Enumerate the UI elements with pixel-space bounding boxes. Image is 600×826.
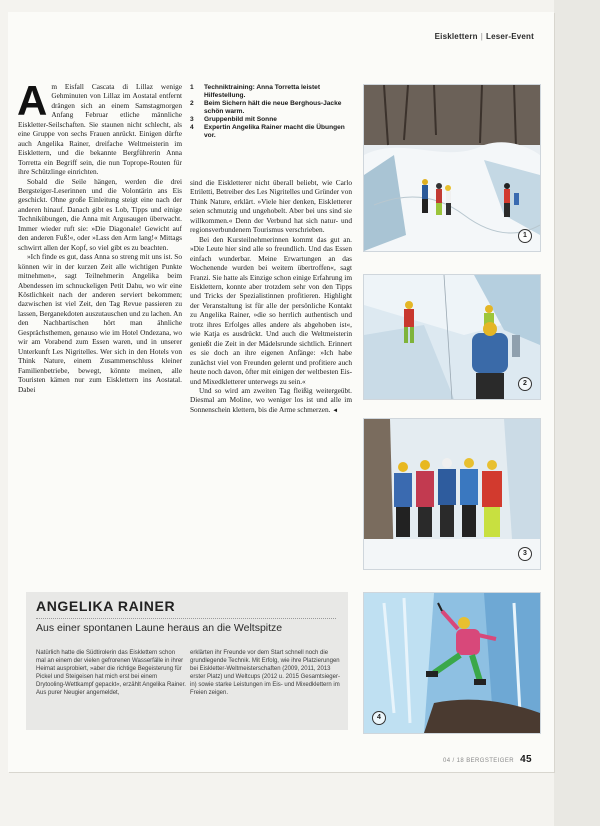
magazine-name: BERGSTEIGER: [466, 758, 514, 764]
article-column-1: [17, 77, 182, 394]
group-photo: [363, 418, 541, 570]
box-title: ANGELIKA RAINER: [36, 598, 176, 614]
caption-item: 3 Gruppenbild mit Sonne: [190, 116, 277, 123]
box-divider: [36, 618, 336, 619]
photo-2-image: [364, 275, 540, 399]
caption-item: 1 Techniktraining: Anna Torretta leistet Hilfestellung.: [190, 84, 321, 99]
page-footer: [443, 754, 532, 765]
sidebar-box: [26, 592, 348, 730]
photo-number-badge: 3: [518, 547, 532, 561]
issue-number: 04 / 18: [443, 758, 465, 764]
article-paragraph: sind die Eiskletterer nicht überall beliebt, wie Carlo Etriletti, Betreiber des Les Nigritelles und Gründer von Think Nature, erklärt. »Viele hier denken, Eiskletterer seien schmutzig und ungehobelt. Aber bei uns sind sie willkommen.« Denn der Verbund hat sich natur- und regionsverbundenem Tourismus verschrieben.: [190, 178, 352, 235]
article-paragraph: Bei den Kursteilnehmerinnen kommt das gut an. »Die Leute hier sind alle so freundlich. Und das Essen einfach wunderbar. Meine Erwartungen an das Wochenende wurden bei weitem übertroffen«, sagt Franzi. Sie hatte als Einzige schon einige Erfahrung im Eisklettern, konnte aber trotzdem sehr von den Tipps und Tricks der Spezialistinnen profitieren. Highlight der Veranstaltung ist für alle der persönliche Kontakt zu Angelika Rainer, »die so herrlich authentisch und trotz ihres Erfolges alles andere als abgehoben ist«, wie Katja es ausdrückt. Und auch die Weltmeisterin genießt die Zeit in der Mädelsrunde sichtlich. Erinnert es sie doch an ihre eigenen Anfänge: »Ich habe zunächst viel von Freunden gelernt und profitiere auch heute noch davon, öfter mit einigen der weltbesten Eis- und Mixedkletterer unterwegs zu sein.«: [190, 234, 352, 386]
ice-climbing-photo: [363, 592, 541, 734]
photo-4-image: [364, 593, 540, 733]
ice-climbers-photo: [363, 84, 541, 252]
magazine-page: [8, 12, 554, 772]
end-mark-icon: ◄: [332, 407, 339, 414]
box-subtitle: Aus einer spontanen Laune heraus an die Weltspitze: [36, 622, 283, 634]
belaying-photo: [363, 274, 541, 400]
photo-captions: [190, 84, 350, 140]
section-name: Eisklettern: [434, 32, 478, 41]
article-paragraph: Und so wird am zweiten Tag fleißig weitergeübt. Diesmal am Moline, wo weniger los ist und alle im Sonnenschein klettern, bis die Arme schmerzen. ◄: [190, 385, 352, 414]
article-column-2: [190, 178, 352, 416]
article-paragraph: Am Eisfall Cascata di Lillaz wenige Gehminuten von Lillaz im Aostatal entfernt drängen sich an einem Samstagmorgen Anfang Februar etliche männliche Eiskletter-Seilschaften. Sie staunen nicht schlecht, als eine Gruppe von sechs Frauen anrückt. Einigen dürfte auch Angelika Rainer, dreifache Weltmeisterin im Eisklettern, und die bekannte Bergführerin Anna Torretta ein Begriff sein, die nun Toprope-Routen für ihre Schützlinge einrichten.: [17, 77, 182, 177]
article-paragraph: Sobald die Seile hängen, werden die drei Bergsteiger-Leserinnen und die Volontärin ans Eis geschickt. Ohne große Einleitung steigt eine nach der anderen hinauf. Danach gibt es Lob, Tipps und einige Technikübungen, die Anna mit Argusaugen überwacht. Immer wieder ruft sie: »Die Diagonale! Gewicht auf den anderen Fuß!«, oder »Lass den Arm lang!« Mittags schwirrt allen der Kopf, so viel gibt es zu beachten.: [18, 176, 182, 252]
box-text-column-1: Natürlich hatte die Südtirolerin das Eisklettern schon mal an einem der vielen gefrorenen Wasserfälle in ihrer Heimat ausprobiert, »aber die richtige Begeisterung für Pickel und Steigeisen hat mich erst bei einem Drytooling-Wettkampf gepackt«, erzählt Angelika Rainer. Aus purer Neugier angemeldet,: [36, 650, 186, 696]
photo-number-badge: 2: [518, 377, 532, 391]
section-header: Eisklettern | Leser-Event: [434, 32, 534, 41]
photo-number-badge: 4: [372, 711, 386, 725]
photo-number-badge: 1: [518, 229, 532, 243]
box-text-column-2: erklärten ihr Freunde vor dem Start schnell noch die grundlegende Technik. Mit Erfolg, wie ihre Platzierungen bei Eiskletter-Weltmeisterschaften (2009, 2011, 2013 erster Platz) und Weltcups (2012 u. 2015 Gesamtsiegerin) sowie starke Leistungen im Eis- und Mixedklettern im Freien zeigen.: [190, 650, 340, 696]
caption-item: 2 Beim Sichern hält die neue Berghous-Jacke schön warm.: [190, 100, 342, 115]
article-paragraph: »Ich finde es gut, dass Anna so streng mit uns ist. So können wir in der kurzen Zeit alle wichtigen Punkte mitnehmen«, sagt Teilnehmerin Angelika beim Abendessen im schnuckeligen Petit Dahu, wo wir eine Köstlichkeit nach der anderen serviert bekommen; dazwischen ist viel Zeit, den Tag Revue passieren zu lassen, Berganekdoten auszutauschen und zu lachen. An den Nachbartischen hört man ähnliche Gesprächsthemen, genauso wie im Hotel Ondezana, wo wir am Vorabend zum Essen waren, und in unserer Unterkunft Les Nigritelles. Wer sich in den Hotels von Think Nature, einem Zusammenschluss kleiner Familienbetriebe, bewegt, könnte meinen, alle Touristen kämen nur zum Eisklettern ins Aostatal. Dabei: [18, 252, 182, 394]
page-edge: [554, 0, 600, 826]
drop-cap: A: [17, 77, 48, 124]
photo-1-image: [364, 85, 540, 251]
caption-item: 4 Expertin Angelika Rainer macht die Übungen vor.: [190, 124, 345, 139]
page-number: 45: [520, 754, 532, 765]
section-event: Leser-Event: [486, 32, 534, 41]
photo-3-image: [364, 419, 540, 569]
